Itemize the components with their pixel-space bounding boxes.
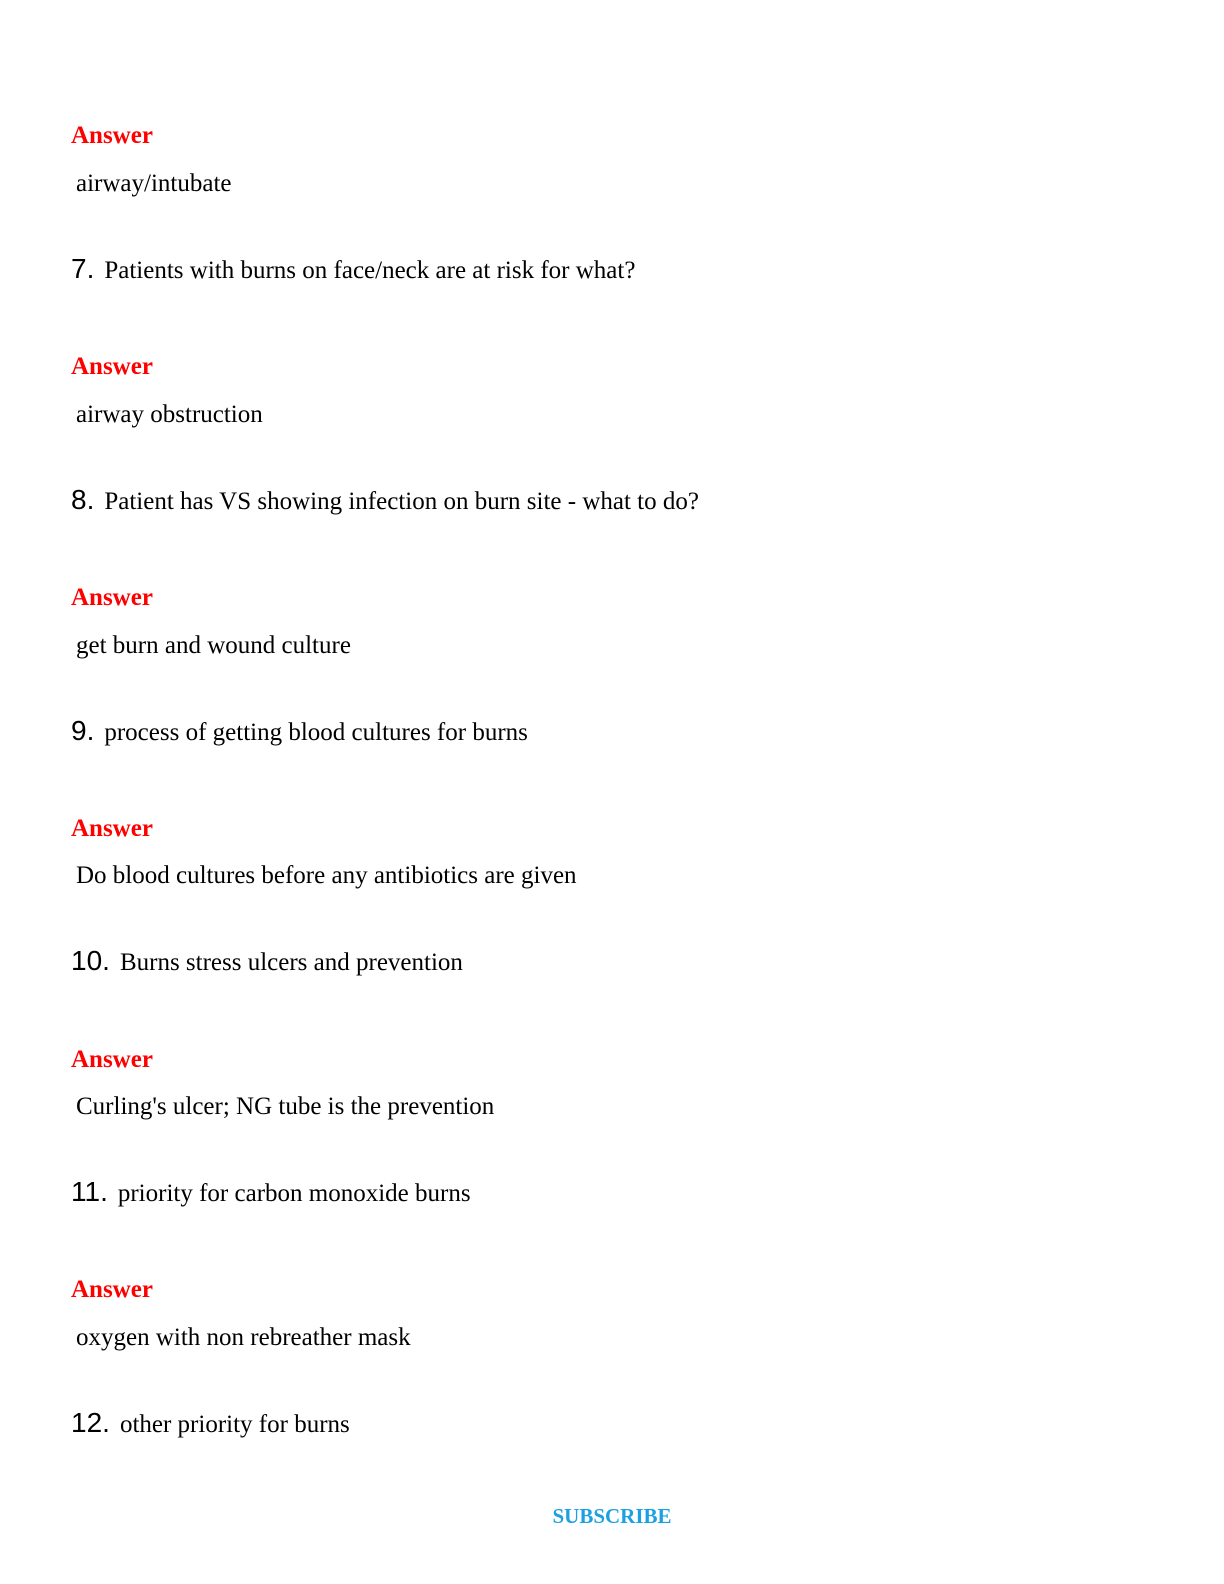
question-number: 12. [71,1407,110,1438]
question-item [71,1175,471,1214]
question-text: Patients with burns on face/neck are at risk for what? [104,257,636,284]
answer-text: Curling's ulcer; NG tube is the prevention [76,1093,495,1120]
subscribe-link[interactable]: SUBSCRIBE [552,1504,672,1528]
question-item [71,1406,350,1445]
answer-text: get burn and wound culture [76,632,351,659]
answer-text: Do blood cultures before any antibiotics are given [76,862,577,889]
answer-text: airway/intubate [76,170,232,197]
question-text: other priority for burns [119,1411,350,1438]
question-number: 7. [71,253,95,284]
answer-label: Answer [71,353,153,380]
question-text: priority for carbon monoxide burns [117,1180,471,1207]
question-number: 8. [71,484,95,515]
answer-label: Answer [71,815,153,842]
answer-text: airway obstruction [76,401,263,428]
answer-label: Answer [71,1276,153,1303]
question-text: Burns stress ulcers and prevention [119,949,463,976]
question-item [71,944,463,983]
question-item [71,714,528,753]
question-item [71,483,699,522]
question-text: Patient has VS showing infection on burn site - what to do? [104,488,699,515]
question-number: 10. [71,945,110,976]
answer-label: Answer [71,122,153,149]
question-number: 11. [71,1176,108,1207]
question-text: process of getting blood cultures for burns [104,719,528,746]
question-number: 9. [71,715,95,746]
answer-label: Answer [71,1046,153,1073]
answer-label: Answer [71,584,153,611]
answer-text: oxygen with non rebreather mask [76,1324,411,1351]
question-item [71,252,635,291]
